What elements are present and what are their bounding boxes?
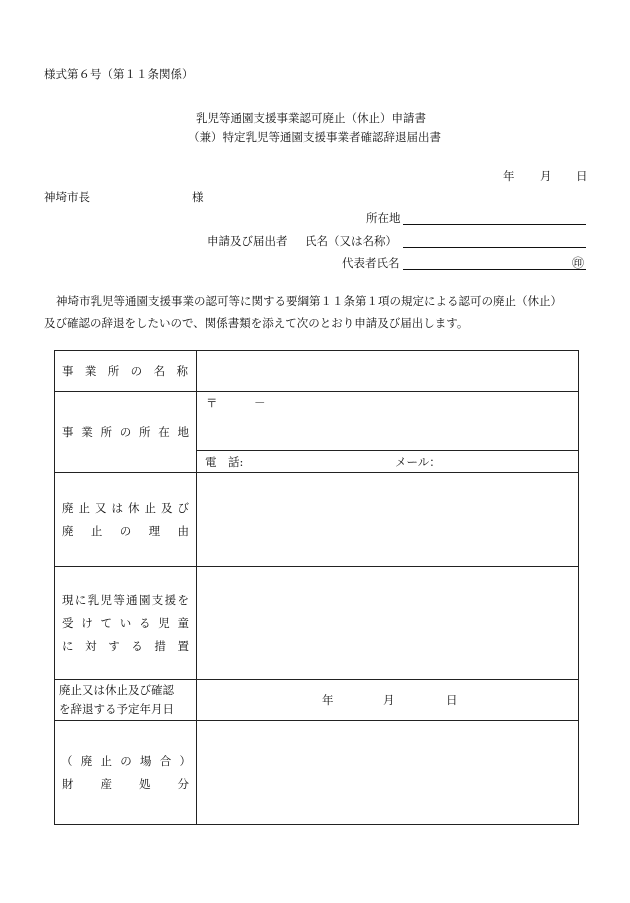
postal-mark: 〒: [206, 396, 218, 410]
address-label: 所在地: [366, 211, 401, 225]
body-text-line2: 及び確認の辞退をしたいので、関係書類を添えて次のとおり申請及び届出します。: [44, 316, 469, 330]
mail-label: メール：: [395, 455, 441, 469]
property-disposal-label: （ 廃 止 の 場 合 ） 財 産 処 分: [55, 721, 197, 825]
planned-date-year: 年: [322, 693, 334, 707]
body-text: [44, 290, 596, 334]
date-month-label: 月: [540, 169, 552, 183]
property-disposal-field[interactable]: [197, 721, 579, 825]
reason-field[interactable]: [197, 473, 579, 567]
address-line: [403, 211, 586, 225]
row-child-measures: [55, 567, 579, 680]
phone-label: 電 話:: [205, 455, 244, 469]
addressee-honorific: 様: [192, 190, 204, 204]
child-measures-field[interactable]: [197, 567, 579, 680]
contact-row: [197, 451, 578, 472]
document-title-line2: （兼）特定乳児等通園支援事業者確認辞退届出書: [188, 130, 441, 144]
representative-label: 代表者氏名: [342, 256, 400, 270]
planned-date-label-line2: を辞退する予定年月日: [59, 702, 174, 716]
planned-date-label: [55, 680, 197, 721]
planned-date-field[interactable]: [197, 680, 579, 721]
planned-date-label-line1: 廃止又は休止及び確認: [59, 683, 174, 697]
facility-address-label: 事 業 所 の 所 在 地: [55, 392, 197, 473]
date-year-label: 年: [503, 169, 515, 183]
postal-dash: －: [254, 396, 266, 410]
seal-mark: ㊞: [572, 256, 585, 270]
row-facility-name: [55, 351, 579, 392]
facility-name-field[interactable]: [197, 351, 579, 392]
document-title-line1: 乳児等通園支援事業認可廃止（休止）申請書: [196, 111, 426, 125]
application-table: [54, 350, 579, 825]
facility-name-label: 事 業 所 の 名 称: [55, 351, 197, 392]
addressee-name: 神埼市長: [44, 190, 90, 204]
representative-line: [403, 256, 586, 270]
row-facility-address: [55, 392, 579, 473]
planned-date-day: 日: [446, 693, 458, 707]
name-label: 氏名（又は名称）: [305, 234, 397, 248]
name-line: [403, 234, 586, 248]
date-day-label: 日: [576, 169, 588, 183]
row-planned-date: [55, 680, 579, 721]
applicant-role-label: 申請及び届出者: [207, 234, 288, 248]
planned-date-month: 月: [383, 693, 395, 707]
facility-address-field[interactable]: [197, 392, 578, 451]
reason-label: 廃 止 又 は 休 止 及 び 廃 止 の 理 由: [55, 473, 197, 567]
row-reason: [55, 473, 579, 567]
facility-address-cell: [197, 392, 579, 473]
body-text-line1: 神埼市乳児等通園支援事業の認可等に関する要綱第１１条第１項の規定による認可の廃止（休止）: [56, 294, 562, 308]
row-property-disposal: [55, 721, 579, 825]
child-measures-label: 現 に 乳 児 等 通 園 支 援 を 受 け て い る 児 童 に 対 す る 措 置: [55, 567, 197, 680]
form-number: 様式第６号（第１１条関係）: [44, 67, 194, 81]
